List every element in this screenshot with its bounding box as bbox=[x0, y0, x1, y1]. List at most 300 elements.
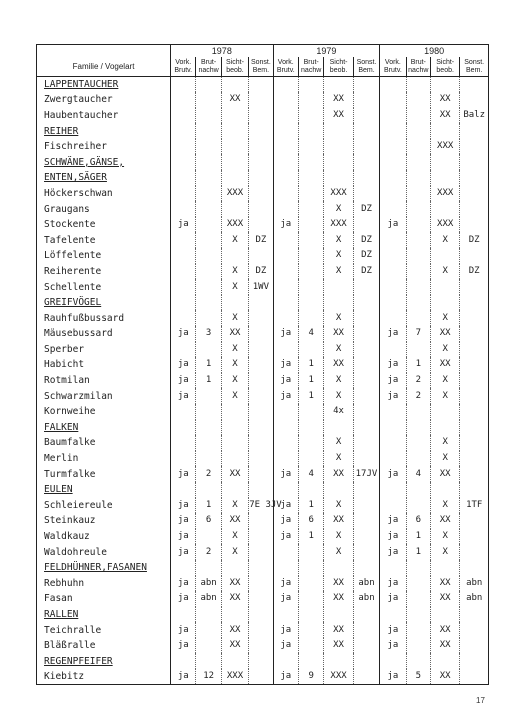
species-name: Rotmilan bbox=[37, 373, 171, 389]
cell-vork-brutv-1978: ja bbox=[171, 638, 196, 654]
cell-vork-brutv-1979: ja bbox=[273, 498, 298, 514]
cell-brut-nachw-1979 bbox=[298, 232, 323, 248]
cell-vork-brutv-1979 bbox=[273, 420, 298, 436]
cell-sicht-beob-1978 bbox=[221, 482, 248, 498]
cell-vork-brutv-1979 bbox=[273, 77, 298, 93]
cell-sonst-bem-1980 bbox=[460, 170, 489, 186]
subcolumn-header-vork-brutv-1980: Vork. Brutv. bbox=[380, 57, 406, 77]
cell-brut-nachw-1978 bbox=[196, 622, 221, 638]
cell-brut-nachw-1978: 2 bbox=[196, 466, 221, 482]
cell-vork-brutv-1978 bbox=[171, 232, 196, 248]
cell-sonst-bem-1980 bbox=[460, 77, 489, 93]
cell-sicht-beob-1980: XXX bbox=[430, 217, 459, 233]
cell-brut-nachw-1980 bbox=[406, 232, 430, 248]
cell-sonst-bem-1979: DZ bbox=[353, 264, 379, 280]
cell-vork-brutv-1978: ja bbox=[171, 217, 196, 233]
cell-brut-nachw-1979 bbox=[298, 295, 323, 311]
cell-sonst-bem-1980 bbox=[460, 404, 489, 420]
cell-sicht-beob-1980 bbox=[430, 154, 459, 170]
cell-sonst-bem-1980 bbox=[460, 201, 489, 217]
cell-vork-brutv-1978 bbox=[171, 653, 196, 669]
section-heading: SCHWÄNE,GÄNSE, bbox=[37, 154, 171, 170]
cell-sonst-bem-1978 bbox=[249, 139, 273, 155]
cell-vork-brutv-1978: ja bbox=[171, 498, 196, 514]
subcolumn-header-vork-brutv-1979: Vork. Brutv. bbox=[273, 57, 298, 77]
cell-brut-nachw-1979 bbox=[298, 420, 323, 436]
cell-sonst-bem-1978 bbox=[249, 248, 273, 264]
cell-sicht-beob-1980: X bbox=[430, 544, 459, 560]
cell-vork-brutv-1980: ja bbox=[380, 622, 406, 638]
cell-brut-nachw-1979: 1 bbox=[298, 357, 323, 373]
cell-vork-brutv-1980: ja bbox=[380, 669, 406, 685]
cell-brut-nachw-1978 bbox=[196, 186, 221, 202]
cell-vork-brutv-1980 bbox=[380, 77, 406, 93]
cell-brut-nachw-1978 bbox=[196, 482, 221, 498]
cell-brut-nachw-1979 bbox=[298, 92, 323, 108]
subcolumn-header-sonst-bem-1978: Sonst. Bem. bbox=[249, 57, 273, 77]
cell-brut-nachw-1979 bbox=[298, 264, 323, 280]
species-row bbox=[37, 638, 489, 654]
cell-sonst-bem-1980: abn bbox=[460, 591, 489, 607]
cell-sicht-beob-1978 bbox=[221, 451, 248, 467]
cell-sonst-bem-1980 bbox=[460, 482, 489, 498]
cell-vork-brutv-1979 bbox=[273, 264, 298, 280]
cell-vork-brutv-1980 bbox=[380, 248, 406, 264]
cell-sicht-beob-1980 bbox=[430, 420, 459, 436]
cell-brut-nachw-1979 bbox=[298, 279, 323, 295]
cell-vork-brutv-1980 bbox=[380, 404, 406, 420]
cell-sicht-beob-1979 bbox=[324, 123, 353, 139]
cell-brut-nachw-1978 bbox=[196, 279, 221, 295]
cell-sicht-beob-1979: X bbox=[324, 264, 353, 280]
cell-sicht-beob-1978 bbox=[221, 560, 248, 576]
cell-sonst-bem-1979 bbox=[353, 420, 379, 436]
cell-sicht-beob-1980 bbox=[430, 170, 459, 186]
cell-sonst-bem-1979: DZ bbox=[353, 232, 379, 248]
year-header-1979: 1979 bbox=[273, 45, 380, 58]
cell-sicht-beob-1978: X bbox=[221, 373, 248, 389]
cell-sonst-bem-1979 bbox=[353, 92, 379, 108]
cell-vork-brutv-1980: ja bbox=[380, 357, 406, 373]
cell-vork-brutv-1980 bbox=[380, 560, 406, 576]
species-name: Rauhfußbussard bbox=[37, 310, 171, 326]
species-row bbox=[37, 529, 489, 545]
cell-brut-nachw-1979: 1 bbox=[298, 388, 323, 404]
cell-brut-nachw-1978 bbox=[196, 264, 221, 280]
species-name: Stockente bbox=[37, 217, 171, 233]
cell-sicht-beob-1978: XXX bbox=[221, 186, 248, 202]
section-heading: REGENPFEIFER bbox=[37, 653, 171, 669]
cell-brut-nachw-1979 bbox=[298, 170, 323, 186]
cell-brut-nachw-1979 bbox=[298, 560, 323, 576]
subcolumn-header-sicht-beob-1978: Sicht- beob. bbox=[221, 57, 248, 77]
cell-sicht-beob-1980: XX bbox=[430, 669, 459, 685]
species-row bbox=[37, 92, 489, 108]
cell-brut-nachw-1980 bbox=[406, 170, 430, 186]
species-name: Fischreiher bbox=[37, 139, 171, 155]
cell-sicht-beob-1978 bbox=[221, 170, 248, 186]
cell-vork-brutv-1980 bbox=[380, 108, 406, 124]
year-header-1978: 1978 bbox=[171, 45, 274, 58]
cell-sonst-bem-1979 bbox=[353, 186, 379, 202]
cell-vork-brutv-1979 bbox=[273, 544, 298, 560]
cell-sicht-beob-1979: X bbox=[324, 232, 353, 248]
cell-sonst-bem-1978 bbox=[249, 170, 273, 186]
species-row bbox=[37, 591, 489, 607]
cell-brut-nachw-1979 bbox=[298, 451, 323, 467]
cell-brut-nachw-1980 bbox=[406, 186, 430, 202]
cell-vork-brutv-1979: ja bbox=[273, 669, 298, 685]
species-row bbox=[37, 139, 489, 155]
species-name: Turmfalke bbox=[37, 466, 171, 482]
cell-vork-brutv-1980: ja bbox=[380, 544, 406, 560]
cell-vork-brutv-1979: ja bbox=[273, 576, 298, 592]
cell-sonst-bem-1980 bbox=[460, 154, 489, 170]
cell-vork-brutv-1979 bbox=[273, 154, 298, 170]
species-row bbox=[37, 217, 489, 233]
cell-sonst-bem-1978 bbox=[249, 435, 273, 451]
cell-brut-nachw-1978 bbox=[196, 123, 221, 139]
cell-sonst-bem-1979 bbox=[353, 451, 379, 467]
species-row bbox=[37, 435, 489, 451]
cell-vork-brutv-1979: ja bbox=[273, 217, 298, 233]
cell-sicht-beob-1980 bbox=[430, 482, 459, 498]
cell-sicht-beob-1980: X bbox=[430, 232, 459, 248]
cell-vork-brutv-1980: ja bbox=[380, 591, 406, 607]
species-name: Kiebitz bbox=[37, 669, 171, 685]
cell-vork-brutv-1978: ja bbox=[171, 669, 196, 685]
species-row bbox=[37, 544, 489, 560]
cell-sicht-beob-1978: X bbox=[221, 544, 248, 560]
cell-brut-nachw-1978 bbox=[196, 638, 221, 654]
cell-sonst-bem-1978 bbox=[249, 201, 273, 217]
cell-sonst-bem-1979: 17JV bbox=[353, 466, 379, 482]
cell-sonst-bem-1978 bbox=[249, 544, 273, 560]
cell-sonst-bem-1978 bbox=[249, 576, 273, 592]
cell-brut-nachw-1980 bbox=[406, 123, 430, 139]
cell-sicht-beob-1979: 4x bbox=[324, 404, 353, 420]
cell-vork-brutv-1980: ja bbox=[380, 513, 406, 529]
cell-sonst-bem-1979 bbox=[353, 607, 379, 623]
cell-sonst-bem-1980 bbox=[460, 669, 489, 685]
cell-brut-nachw-1980: 6 bbox=[406, 513, 430, 529]
cell-sicht-beob-1978 bbox=[221, 139, 248, 155]
cell-vork-brutv-1980: ja bbox=[380, 326, 406, 342]
cell-vork-brutv-1978: ja bbox=[171, 591, 196, 607]
cell-brut-nachw-1979 bbox=[298, 404, 323, 420]
cell-vork-brutv-1979: ja bbox=[273, 622, 298, 638]
cell-vork-brutv-1979 bbox=[273, 279, 298, 295]
cell-vork-brutv-1979: ja bbox=[273, 373, 298, 389]
species-name: Höckerschwan bbox=[37, 186, 171, 202]
cell-sicht-beob-1979: XX bbox=[324, 357, 353, 373]
cell-sonst-bem-1978 bbox=[249, 77, 273, 93]
cell-vork-brutv-1979 bbox=[273, 435, 298, 451]
bird-survey-table-container bbox=[36, 44, 489, 692]
cell-sonst-bem-1978 bbox=[249, 653, 273, 669]
species-row bbox=[37, 513, 489, 529]
cell-sonst-bem-1979 bbox=[353, 653, 379, 669]
cell-vork-brutv-1978 bbox=[171, 154, 196, 170]
cell-brut-nachw-1978 bbox=[196, 342, 221, 358]
species-name: Waldohreule bbox=[37, 544, 171, 560]
cell-sonst-bem-1978: DZ bbox=[249, 232, 273, 248]
cell-sonst-bem-1980 bbox=[460, 466, 489, 482]
cell-sonst-bem-1978 bbox=[249, 357, 273, 373]
cell-sicht-beob-1980 bbox=[430, 77, 459, 93]
cell-sicht-beob-1980 bbox=[430, 123, 459, 139]
species-name: Waldkauz bbox=[37, 529, 171, 545]
cell-sonst-bem-1978 bbox=[249, 123, 273, 139]
section-row bbox=[37, 295, 489, 311]
cell-vork-brutv-1980 bbox=[380, 295, 406, 311]
cell-brut-nachw-1979: 1 bbox=[298, 529, 323, 545]
cell-brut-nachw-1979 bbox=[298, 607, 323, 623]
cell-sonst-bem-1980 bbox=[460, 326, 489, 342]
cell-brut-nachw-1980 bbox=[406, 248, 430, 264]
cell-vork-brutv-1979 bbox=[273, 404, 298, 420]
cell-sicht-beob-1979: X bbox=[324, 342, 353, 358]
cell-sicht-beob-1980: XXX bbox=[430, 139, 459, 155]
cell-vork-brutv-1978 bbox=[171, 279, 196, 295]
species-row bbox=[37, 186, 489, 202]
subcolumn-header-vork-brutv-1978: Vork. Brutv. bbox=[171, 57, 196, 77]
cell-sicht-beob-1979 bbox=[324, 170, 353, 186]
cell-sonst-bem-1978: 1WV bbox=[249, 279, 273, 295]
cell-vork-brutv-1979 bbox=[273, 653, 298, 669]
cell-sonst-bem-1979 bbox=[353, 108, 379, 124]
cell-vork-brutv-1980 bbox=[380, 139, 406, 155]
cell-brut-nachw-1979 bbox=[298, 310, 323, 326]
cell-sonst-bem-1978 bbox=[249, 420, 273, 436]
cell-sicht-beob-1980: X bbox=[430, 435, 459, 451]
cell-brut-nachw-1980 bbox=[406, 404, 430, 420]
cell-vork-brutv-1978: ja bbox=[171, 357, 196, 373]
section-row bbox=[37, 653, 489, 669]
cell-sonst-bem-1979 bbox=[353, 544, 379, 560]
cell-vork-brutv-1978: ja bbox=[171, 513, 196, 529]
cell-brut-nachw-1978 bbox=[196, 232, 221, 248]
cell-sonst-bem-1979 bbox=[353, 435, 379, 451]
species-name: Zwergtaucher bbox=[37, 92, 171, 108]
section-heading: FELDHÜHNER,FASANEN bbox=[37, 560, 171, 576]
cell-brut-nachw-1979 bbox=[298, 638, 323, 654]
species-name: Teichralle bbox=[37, 622, 171, 638]
species-row bbox=[37, 622, 489, 638]
cell-vork-brutv-1980: ja bbox=[380, 388, 406, 404]
cell-sonst-bem-1980: abn bbox=[460, 576, 489, 592]
subcolumn-header-sonst-bem-1979: Sonst. Bem. bbox=[353, 57, 379, 77]
cell-sonst-bem-1980: DZ bbox=[460, 232, 489, 248]
cell-sicht-beob-1979: XX bbox=[324, 638, 353, 654]
cell-sicht-beob-1979 bbox=[324, 139, 353, 155]
cell-sicht-beob-1978 bbox=[221, 435, 248, 451]
cell-sonst-bem-1978 bbox=[249, 622, 273, 638]
cell-sonst-bem-1979 bbox=[353, 669, 379, 685]
cell-vork-brutv-1978 bbox=[171, 92, 196, 108]
cell-sonst-bem-1979 bbox=[353, 482, 379, 498]
cell-sonst-bem-1980: DZ bbox=[460, 264, 489, 280]
cell-sicht-beob-1979 bbox=[324, 154, 353, 170]
cell-vork-brutv-1980 bbox=[380, 482, 406, 498]
cell-sicht-beob-1978: XX bbox=[221, 466, 248, 482]
cell-vork-brutv-1979: ja bbox=[273, 513, 298, 529]
cell-sonst-bem-1980 bbox=[460, 248, 489, 264]
cell-vork-brutv-1980: ja bbox=[380, 217, 406, 233]
species-row bbox=[37, 669, 489, 685]
cell-sicht-beob-1978 bbox=[221, 420, 248, 436]
cell-brut-nachw-1979: 6 bbox=[298, 513, 323, 529]
cell-sicht-beob-1979: XX bbox=[324, 622, 353, 638]
species-row bbox=[37, 388, 489, 404]
cell-sonst-bem-1978 bbox=[249, 326, 273, 342]
cell-vork-brutv-1978: ja bbox=[171, 373, 196, 389]
cell-brut-nachw-1978 bbox=[196, 77, 221, 93]
species-row bbox=[37, 373, 489, 389]
cell-sonst-bem-1980 bbox=[460, 295, 489, 311]
cell-sonst-bem-1979 bbox=[353, 154, 379, 170]
cell-sicht-beob-1979: X bbox=[324, 373, 353, 389]
cell-sonst-bem-1979 bbox=[353, 77, 379, 93]
species-name: Schwarzmilan bbox=[37, 388, 171, 404]
cell-sonst-bem-1979: DZ bbox=[353, 248, 379, 264]
cell-sonst-bem-1979 bbox=[353, 123, 379, 139]
cell-brut-nachw-1979: 1 bbox=[298, 373, 323, 389]
cell-sicht-beob-1980: XX bbox=[430, 638, 459, 654]
cell-sonst-bem-1978 bbox=[249, 404, 273, 420]
section-row bbox=[37, 607, 489, 623]
cell-sicht-beob-1980 bbox=[430, 201, 459, 217]
cell-sicht-beob-1978: XX bbox=[221, 638, 248, 654]
cell-sicht-beob-1979: X bbox=[324, 544, 353, 560]
cell-vork-brutv-1978 bbox=[171, 170, 196, 186]
cell-sicht-beob-1978 bbox=[221, 248, 248, 264]
cell-brut-nachw-1979 bbox=[298, 342, 323, 358]
cell-brut-nachw-1980: 1 bbox=[406, 544, 430, 560]
cell-brut-nachw-1979: 9 bbox=[298, 669, 323, 685]
cell-vork-brutv-1978 bbox=[171, 310, 196, 326]
subcolumn-header-sicht-beob-1980: Sicht- beob. bbox=[430, 57, 459, 77]
species-name: Löffelente bbox=[37, 248, 171, 264]
cell-sonst-bem-1980 bbox=[460, 92, 489, 108]
cell-vork-brutv-1980: ja bbox=[380, 638, 406, 654]
cell-brut-nachw-1979 bbox=[298, 186, 323, 202]
cell-brut-nachw-1980 bbox=[406, 108, 430, 124]
species-name: Steinkauz bbox=[37, 513, 171, 529]
cell-sicht-beob-1979: X bbox=[324, 201, 353, 217]
species-row bbox=[37, 326, 489, 342]
cell-sonst-bem-1980 bbox=[460, 513, 489, 529]
species-name: Bläßralle bbox=[37, 638, 171, 654]
cell-sicht-beob-1978 bbox=[221, 77, 248, 93]
cell-vork-brutv-1980 bbox=[380, 498, 406, 514]
species-row bbox=[37, 357, 489, 373]
species-row bbox=[37, 451, 489, 467]
species-row bbox=[37, 279, 489, 295]
cell-vork-brutv-1978: ja bbox=[171, 388, 196, 404]
cell-vork-brutv-1978: ja bbox=[171, 326, 196, 342]
family-header-label: Familie / Vogelart bbox=[72, 62, 135, 71]
cell-sicht-beob-1978 bbox=[221, 607, 248, 623]
cell-brut-nachw-1978 bbox=[196, 154, 221, 170]
cell-sicht-beob-1979 bbox=[324, 560, 353, 576]
species-name: Schleiereule bbox=[37, 498, 171, 514]
subcolumn-header-brut-nachw-1980: Brut- nachw bbox=[406, 57, 430, 77]
cell-brut-nachw-1979 bbox=[298, 77, 323, 93]
cell-sicht-beob-1978: XX bbox=[221, 513, 248, 529]
cell-sonst-bem-1979: abn bbox=[353, 591, 379, 607]
cell-sonst-bem-1980 bbox=[460, 622, 489, 638]
cell-sonst-bem-1980 bbox=[460, 607, 489, 623]
cell-brut-nachw-1979: 4 bbox=[298, 326, 323, 342]
cell-sicht-beob-1980: X bbox=[430, 451, 459, 467]
cell-sonst-bem-1980 bbox=[460, 560, 489, 576]
cell-sicht-beob-1980: XXX bbox=[430, 186, 459, 202]
cell-sonst-bem-1978 bbox=[249, 310, 273, 326]
cell-vork-brutv-1978 bbox=[171, 482, 196, 498]
cell-sonst-bem-1979 bbox=[353, 310, 379, 326]
cell-sonst-bem-1979 bbox=[353, 357, 379, 373]
cell-vork-brutv-1980: ja bbox=[380, 466, 406, 482]
species-name: Fasan bbox=[37, 591, 171, 607]
cell-sicht-beob-1979: X bbox=[324, 248, 353, 264]
cell-vork-brutv-1980 bbox=[380, 279, 406, 295]
cell-sicht-beob-1978: XXX bbox=[221, 669, 248, 685]
cell-sonst-bem-1978 bbox=[249, 92, 273, 108]
subcolumn-header-sonst-bem-1980: Sonst. Bem. bbox=[460, 57, 489, 77]
cell-sicht-beob-1980: XX bbox=[430, 622, 459, 638]
cell-vork-brutv-1980 bbox=[380, 451, 406, 467]
cell-vork-brutv-1979: ja bbox=[273, 388, 298, 404]
cell-sonst-bem-1978 bbox=[249, 669, 273, 685]
cell-vork-brutv-1980 bbox=[380, 232, 406, 248]
species-name: Kornweihe bbox=[37, 404, 171, 420]
cell-sonst-bem-1980: 1TF bbox=[460, 498, 489, 514]
year-header-1980: 1980 bbox=[380, 45, 489, 58]
cell-sicht-beob-1980: XX bbox=[430, 576, 459, 592]
table-body bbox=[37, 77, 489, 685]
cell-vork-brutv-1979 bbox=[273, 248, 298, 264]
cell-vork-brutv-1978 bbox=[171, 451, 196, 467]
cell-vork-brutv-1980: ja bbox=[380, 576, 406, 592]
cell-sicht-beob-1978: X bbox=[221, 232, 248, 248]
cell-sicht-beob-1980 bbox=[430, 607, 459, 623]
cell-sicht-beob-1979: XX bbox=[324, 466, 353, 482]
cell-sicht-beob-1980: XX bbox=[430, 108, 459, 124]
cell-sonst-bem-1979 bbox=[353, 217, 379, 233]
cell-sonst-bem-1978 bbox=[249, 513, 273, 529]
cell-sicht-beob-1978: XXX bbox=[221, 217, 248, 233]
section-heading: GREIFVÖGEL bbox=[37, 295, 171, 311]
cell-brut-nachw-1980 bbox=[406, 264, 430, 280]
cell-sicht-beob-1978 bbox=[221, 123, 248, 139]
cell-sicht-beob-1978: X bbox=[221, 279, 248, 295]
cell-sonst-bem-1980 bbox=[460, 357, 489, 373]
cell-sicht-beob-1979 bbox=[324, 482, 353, 498]
cell-vork-brutv-1978 bbox=[171, 404, 196, 420]
cell-sonst-bem-1978 bbox=[249, 154, 273, 170]
species-row bbox=[37, 248, 489, 264]
cell-sicht-beob-1978 bbox=[221, 201, 248, 217]
cell-vork-brutv-1979 bbox=[273, 560, 298, 576]
cell-sonst-bem-1979 bbox=[353, 622, 379, 638]
cell-brut-nachw-1979 bbox=[298, 576, 323, 592]
section-heading: FALKEN bbox=[37, 420, 171, 436]
species-name: Rebhuhn bbox=[37, 576, 171, 592]
cell-sonst-bem-1979 bbox=[353, 529, 379, 545]
cell-brut-nachw-1978: 12 bbox=[196, 669, 221, 685]
cell-sonst-bem-1979 bbox=[353, 139, 379, 155]
